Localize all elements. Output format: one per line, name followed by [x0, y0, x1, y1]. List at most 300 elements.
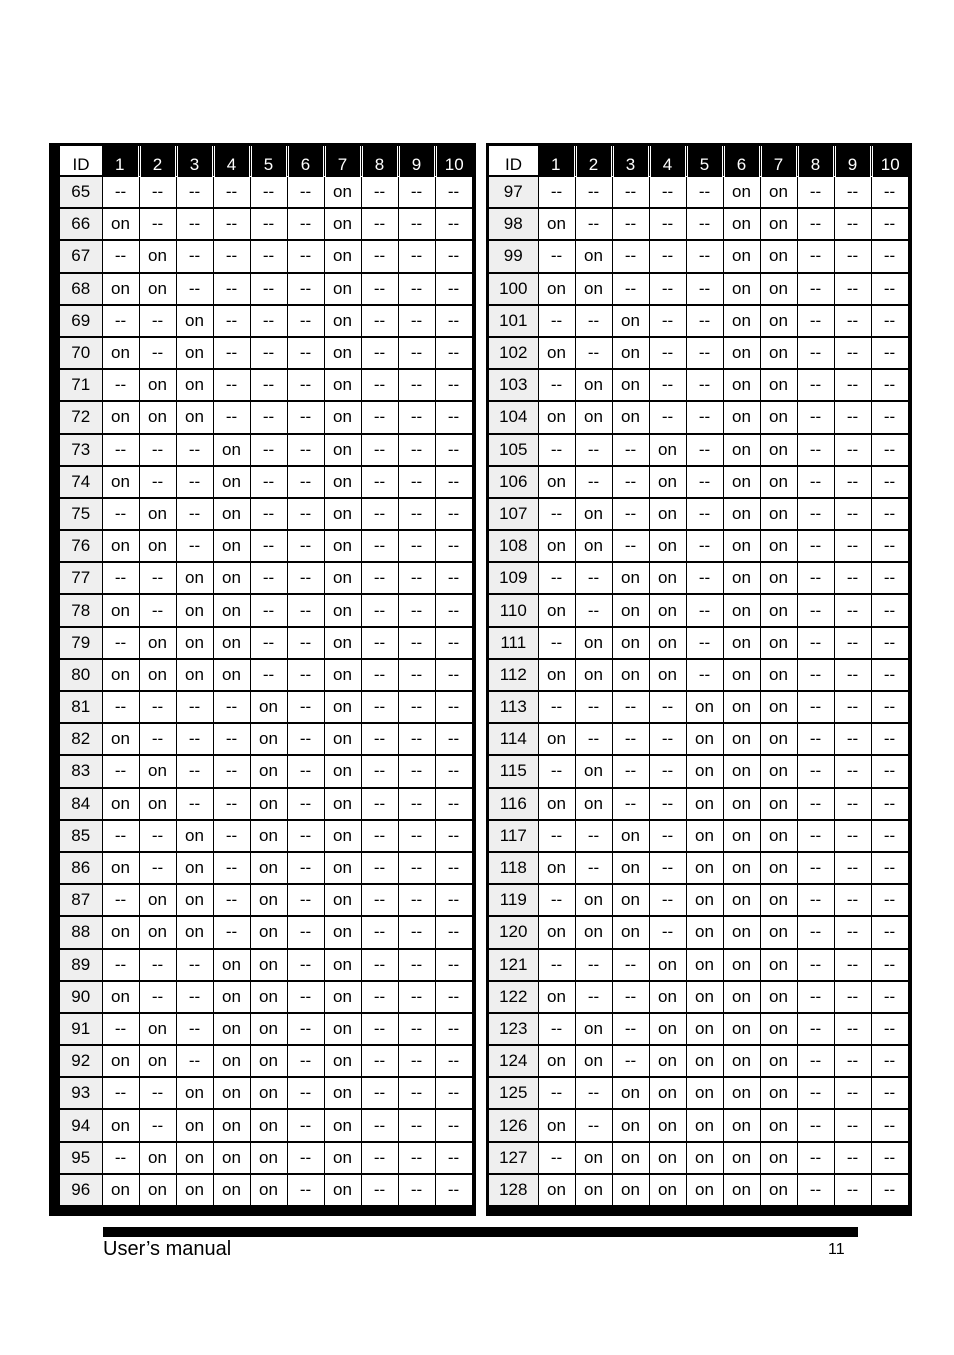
- switch-cell: --: [612, 691, 649, 723]
- switch-cell: --: [686, 594, 723, 626]
- column-header-switch-5: 5: [686, 146, 723, 176]
- switch-cell: on: [686, 723, 723, 755]
- switch-cell: --: [834, 852, 871, 884]
- switch-cell: on: [176, 1109, 213, 1141]
- switch-cell: --: [398, 240, 435, 272]
- switch-cell: --: [834, 916, 871, 948]
- table-row: [489, 240, 908, 272]
- switch-cell: --: [287, 530, 324, 562]
- switch-cell: on: [324, 176, 361, 208]
- switch-cell: --: [538, 627, 575, 659]
- id-cell: 121: [489, 949, 538, 981]
- switch-cell: on: [686, 981, 723, 1013]
- switch-cell: --: [797, 788, 834, 820]
- switch-cell: --: [139, 562, 176, 594]
- switch-cell: on: [612, 659, 649, 691]
- switch-cell: on: [250, 1142, 287, 1174]
- switch-cell: --: [435, 434, 472, 466]
- switch-cell: --: [649, 401, 686, 433]
- dip-switch-table-left: [49, 143, 476, 1216]
- table-right: [489, 146, 909, 1207]
- switch-cell: on: [575, 273, 612, 305]
- switch-cell: --: [435, 562, 472, 594]
- table-row: [489, 434, 908, 466]
- table-row: [60, 884, 472, 916]
- switch-cell: --: [361, 1109, 398, 1141]
- switch-cell: on: [760, 369, 797, 401]
- switch-cell: --: [871, 1077, 908, 1109]
- switch-cell: on: [723, 594, 760, 626]
- switch-cell: on: [176, 337, 213, 369]
- switch-cell: --: [834, 1142, 871, 1174]
- switch-cell: --: [612, 981, 649, 1013]
- switch-cell: on: [250, 852, 287, 884]
- switch-cell: --: [612, 723, 649, 755]
- switch-cell: --: [686, 273, 723, 305]
- switch-cell: on: [723, 1013, 760, 1045]
- column-header-switch-2: 2: [575, 146, 612, 176]
- switch-cell: on: [612, 401, 649, 433]
- switch-cell: --: [398, 466, 435, 498]
- switch-cell: --: [435, 305, 472, 337]
- switch-cell: --: [649, 755, 686, 787]
- switch-cell: --: [250, 337, 287, 369]
- switch-cell: --: [575, 176, 612, 208]
- id-cell: 69: [60, 305, 102, 337]
- switch-cell: on: [213, 1013, 250, 1045]
- switch-cell: on: [139, 916, 176, 948]
- switch-cell: on: [723, 916, 760, 948]
- switch-cell: --: [139, 852, 176, 884]
- switch-cell: on: [723, 723, 760, 755]
- switch-cell: --: [797, 981, 834, 1013]
- switch-cell: on: [723, 240, 760, 272]
- switch-cell: on: [575, 788, 612, 820]
- switch-cell: --: [871, 562, 908, 594]
- switch-cell: --: [834, 1109, 871, 1141]
- switch-cell: on: [612, 305, 649, 337]
- switch-cell: --: [398, 755, 435, 787]
- id-cell: 83: [60, 755, 102, 787]
- table-row: [489, 916, 908, 948]
- switch-cell: on: [213, 1142, 250, 1174]
- switch-cell: --: [287, 240, 324, 272]
- switch-cell: on: [139, 240, 176, 272]
- id-cell: 108: [489, 530, 538, 562]
- table-row: [60, 723, 472, 755]
- switch-cell: on: [649, 627, 686, 659]
- switch-cell: --: [575, 949, 612, 981]
- id-cell: 65: [60, 176, 102, 208]
- switch-cell: --: [834, 305, 871, 337]
- table-row: [489, 530, 908, 562]
- table-row: [489, 337, 908, 369]
- switch-cell: --: [287, 466, 324, 498]
- switch-cell: --: [176, 949, 213, 981]
- table-row: [60, 788, 472, 820]
- switch-cell: on: [538, 273, 575, 305]
- switch-cell: --: [797, 176, 834, 208]
- switch-cell: on: [575, 530, 612, 562]
- switch-cell: --: [398, 659, 435, 691]
- switch-cell: on: [686, 1109, 723, 1141]
- switch-cell: --: [612, 498, 649, 530]
- switch-cell: on: [575, 401, 612, 433]
- switch-cell: on: [649, 981, 686, 1013]
- switch-cell: on: [686, 788, 723, 820]
- switch-cell: on: [575, 884, 612, 916]
- switch-cell: --: [871, 723, 908, 755]
- switch-cell: --: [139, 1077, 176, 1109]
- switch-cell: --: [871, 1142, 908, 1174]
- table-row: [489, 755, 908, 787]
- switch-cell: --: [575, 852, 612, 884]
- switch-cell: on: [723, 981, 760, 1013]
- switch-cell: on: [723, 273, 760, 305]
- switch-cell: on: [760, 981, 797, 1013]
- switch-cell: on: [213, 1174, 250, 1206]
- table-row: [489, 627, 908, 659]
- table-row: [489, 273, 908, 305]
- switch-cell: --: [797, 1013, 834, 1045]
- switch-cell: --: [649, 691, 686, 723]
- switch-cell: --: [797, 305, 834, 337]
- switch-cell: --: [102, 369, 139, 401]
- switch-cell: --: [797, 1142, 834, 1174]
- switch-cell: --: [361, 820, 398, 852]
- switch-cell: --: [686, 562, 723, 594]
- switch-cell: --: [686, 337, 723, 369]
- table-row: [60, 1142, 472, 1174]
- switch-cell: on: [760, 1109, 797, 1141]
- switch-cell: --: [361, 691, 398, 723]
- switch-cell: on: [612, 1142, 649, 1174]
- switch-cell: --: [834, 884, 871, 916]
- id-cell: 68: [60, 273, 102, 305]
- table-header-row: [60, 146, 472, 176]
- switch-cell: --: [649, 208, 686, 240]
- column-header-switch-2: 2: [139, 146, 176, 176]
- switch-cell: on: [760, 627, 797, 659]
- switch-cell: --: [797, 755, 834, 787]
- table-row: [60, 1013, 472, 1045]
- switch-cell: --: [398, 594, 435, 626]
- switch-cell: on: [723, 1142, 760, 1174]
- switch-cell: --: [871, 176, 908, 208]
- switch-cell: --: [649, 337, 686, 369]
- switch-cell: --: [435, 852, 472, 884]
- column-header-switch-3: 3: [612, 146, 649, 176]
- switch-cell: --: [287, 949, 324, 981]
- switch-cell: on: [723, 820, 760, 852]
- switch-cell: --: [287, 788, 324, 820]
- switch-cell: --: [287, 691, 324, 723]
- switch-cell: on: [649, 1013, 686, 1045]
- switch-cell: --: [435, 659, 472, 691]
- switch-cell: --: [102, 1077, 139, 1109]
- switch-cell: --: [213, 208, 250, 240]
- switch-cell: on: [760, 788, 797, 820]
- switch-cell: on: [324, 755, 361, 787]
- switch-cell: on: [575, 1013, 612, 1045]
- switch-cell: --: [213, 337, 250, 369]
- footer-title: User’s manual: [103, 1238, 232, 1260]
- switch-cell: --: [139, 434, 176, 466]
- switch-cell: --: [398, 337, 435, 369]
- switch-cell: on: [324, 788, 361, 820]
- id-cell: 71: [60, 369, 102, 401]
- switch-cell: --: [871, 755, 908, 787]
- switch-cell: --: [398, 305, 435, 337]
- switch-cell: --: [287, 273, 324, 305]
- id-cell: 111: [489, 627, 538, 659]
- column-header-switch-6: 6: [723, 146, 760, 176]
- table-row: [60, 1109, 472, 1141]
- switch-cell: --: [287, 659, 324, 691]
- column-header-switch-10: 10: [444, 155, 464, 174]
- switch-cell: on: [760, 273, 797, 305]
- switch-cell: --: [361, 788, 398, 820]
- switch-cell: --: [797, 562, 834, 594]
- id-cell: 113: [489, 691, 538, 723]
- switch-cell: --: [575, 466, 612, 498]
- switch-cell: on: [760, 562, 797, 594]
- switch-cell: --: [538, 1142, 575, 1174]
- switch-cell: on: [760, 208, 797, 240]
- switch-cell: on: [612, 852, 649, 884]
- switch-cell: on: [723, 949, 760, 981]
- id-cell: 66: [60, 208, 102, 240]
- switch-cell: --: [139, 949, 176, 981]
- switch-cell: on: [538, 659, 575, 691]
- switch-cell: on: [324, 723, 361, 755]
- switch-cell: --: [361, 562, 398, 594]
- switch-cell: on: [723, 369, 760, 401]
- switch-cell: --: [834, 723, 871, 755]
- id-cell: 117: [489, 820, 538, 852]
- switch-cell: on: [213, 562, 250, 594]
- switch-cell: on: [760, 305, 797, 337]
- switch-cell: --: [361, 916, 398, 948]
- switch-cell: --: [834, 562, 871, 594]
- switch-cell: on: [723, 337, 760, 369]
- switch-cell: --: [797, 337, 834, 369]
- switch-cell: --: [797, 852, 834, 884]
- switch-cell: --: [686, 498, 723, 530]
- switch-cell: on: [538, 788, 575, 820]
- switch-cell: on: [250, 884, 287, 916]
- switch-cell: on: [760, 723, 797, 755]
- switch-cell: on: [176, 369, 213, 401]
- switch-cell: --: [435, 820, 472, 852]
- switch-cell: on: [612, 1077, 649, 1109]
- switch-cell: on: [324, 884, 361, 916]
- switch-cell: on: [139, 627, 176, 659]
- switch-cell: --: [139, 1109, 176, 1141]
- switch-cell: --: [361, 627, 398, 659]
- switch-cell: on: [723, 788, 760, 820]
- id-cell: 99: [489, 240, 538, 272]
- switch-cell: --: [361, 949, 398, 981]
- switch-cell: on: [102, 916, 139, 948]
- table-row: [60, 498, 472, 530]
- switch-cell: on: [760, 530, 797, 562]
- table-row: [60, 627, 472, 659]
- switch-cell: --: [575, 562, 612, 594]
- switch-cell: --: [102, 305, 139, 337]
- switch-cell: --: [435, 466, 472, 498]
- switch-cell: --: [139, 466, 176, 498]
- switch-cell: on: [324, 916, 361, 948]
- column-header-switch-10: 10: [880, 155, 900, 174]
- switch-cell: on: [176, 1174, 213, 1206]
- switch-cell: --: [871, 1109, 908, 1141]
- switch-cell: on: [250, 755, 287, 787]
- switch-cell: --: [612, 273, 649, 305]
- id-cell: 103: [489, 369, 538, 401]
- id-cell: 67: [60, 240, 102, 272]
- switch-cell: --: [398, 884, 435, 916]
- switch-cell: on: [139, 530, 176, 562]
- switch-cell: on: [250, 1013, 287, 1045]
- id-cell: 127: [489, 1142, 538, 1174]
- switch-cell: on: [612, 369, 649, 401]
- table-row: [489, 498, 908, 530]
- id-cell: 97: [489, 176, 538, 208]
- switch-cell: --: [649, 884, 686, 916]
- switch-cell: --: [649, 852, 686, 884]
- id-cell: 114: [489, 723, 538, 755]
- switch-cell: on: [324, 949, 361, 981]
- switch-cell: --: [139, 208, 176, 240]
- switch-cell: --: [176, 498, 213, 530]
- table-row: [60, 1077, 472, 1109]
- column-header-id: ID: [60, 146, 102, 176]
- switch-cell: --: [250, 434, 287, 466]
- switch-cell: --: [361, 498, 398, 530]
- switch-cell: --: [287, 401, 324, 433]
- id-cell: 95: [60, 1142, 102, 1174]
- switch-cell: --: [435, 401, 472, 433]
- switch-cell: --: [250, 627, 287, 659]
- switch-cell: --: [834, 466, 871, 498]
- switch-cell: --: [871, 530, 908, 562]
- switch-cell: --: [176, 273, 213, 305]
- switch-cell: --: [834, 176, 871, 208]
- switch-cell: --: [797, 820, 834, 852]
- switch-cell: --: [575, 723, 612, 755]
- switch-cell: --: [435, 981, 472, 1013]
- switch-cell: --: [398, 1109, 435, 1141]
- table-row: [489, 981, 908, 1013]
- id-cell: 80: [60, 659, 102, 691]
- switch-cell: on: [324, 1013, 361, 1045]
- switch-cell: --: [250, 498, 287, 530]
- table-row: [60, 1045, 472, 1077]
- id-cell: 107: [489, 498, 538, 530]
- switch-cell: on: [324, 1077, 361, 1109]
- switch-cell: on: [649, 434, 686, 466]
- switch-cell: --: [834, 627, 871, 659]
- id-cell: 82: [60, 723, 102, 755]
- switch-cell: --: [361, 594, 398, 626]
- switch-cell: --: [287, 562, 324, 594]
- switch-cell: on: [324, 659, 361, 691]
- table-row: [489, 369, 908, 401]
- id-cell: 109: [489, 562, 538, 594]
- switch-cell: on: [649, 1109, 686, 1141]
- switch-cell: --: [871, 498, 908, 530]
- switch-cell: on: [760, 659, 797, 691]
- switch-cell: on: [538, 466, 575, 498]
- switch-cell: --: [287, 1045, 324, 1077]
- switch-cell: on: [102, 530, 139, 562]
- switch-cell: on: [686, 820, 723, 852]
- switch-cell: --: [871, 273, 908, 305]
- id-cell: 84: [60, 788, 102, 820]
- switch-cell: --: [686, 208, 723, 240]
- switch-cell: --: [612, 788, 649, 820]
- table-row: [60, 466, 472, 498]
- switch-cell: --: [398, 820, 435, 852]
- column-header-switch-1: 1: [102, 146, 139, 176]
- switch-cell: on: [213, 627, 250, 659]
- switch-cell: on: [102, 1045, 139, 1077]
- column-header-id: ID: [489, 146, 538, 176]
- switch-cell: --: [398, 981, 435, 1013]
- table-row: [60, 1174, 472, 1206]
- switch-cell: on: [575, 369, 612, 401]
- switch-cell: --: [361, 337, 398, 369]
- switch-cell: --: [538, 691, 575, 723]
- table-row: [60, 369, 472, 401]
- switch-cell: --: [612, 530, 649, 562]
- switch-cell: on: [649, 530, 686, 562]
- switch-cell: on: [102, 273, 139, 305]
- switch-cell: on: [213, 949, 250, 981]
- column-header-switch-9: 9: [834, 146, 871, 176]
- switch-cell: on: [139, 369, 176, 401]
- table-row: [489, 401, 908, 433]
- switch-cell: on: [575, 1142, 612, 1174]
- switch-cell: on: [102, 466, 139, 498]
- switch-cell: on: [723, 466, 760, 498]
- switch-cell: --: [287, 1077, 324, 1109]
- switch-cell: --: [435, 240, 472, 272]
- switch-cell: --: [797, 916, 834, 948]
- switch-cell: --: [398, 208, 435, 240]
- table-row: [489, 1142, 908, 1174]
- switch-cell: --: [435, 1045, 472, 1077]
- switch-cell: on: [760, 852, 797, 884]
- switch-cell: on: [649, 1045, 686, 1077]
- switch-cell: --: [649, 916, 686, 948]
- switch-cell: on: [139, 755, 176, 787]
- switch-cell: on: [324, 434, 361, 466]
- switch-cell: --: [686, 530, 723, 562]
- id-cell: 91: [60, 1013, 102, 1045]
- switch-cell: --: [797, 240, 834, 272]
- switch-cell: on: [686, 1077, 723, 1109]
- switch-cell: on: [575, 916, 612, 948]
- switch-cell: --: [649, 723, 686, 755]
- switch-cell: --: [398, 949, 435, 981]
- switch-cell: --: [435, 884, 472, 916]
- table-row: [489, 1013, 908, 1045]
- id-cell: 86: [60, 852, 102, 884]
- switch-cell: --: [398, 401, 435, 433]
- switch-cell: on: [760, 1045, 797, 1077]
